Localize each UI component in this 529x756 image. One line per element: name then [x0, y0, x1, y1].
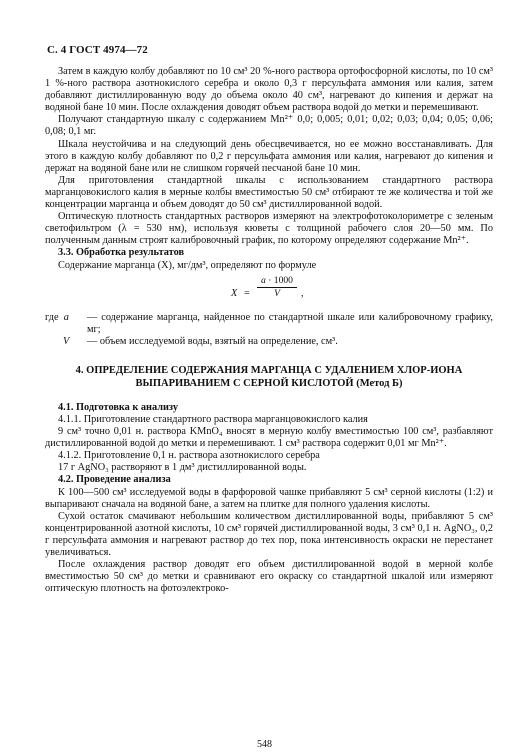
legend-symbol-a: a — [63, 311, 69, 323]
subsection-heading: 4.1. Подготовка к анализу — [58, 401, 179, 413]
paragraph: Для приготовления стандартной шкалы с использованием стандартного раствора марганцовокислого калия в мерные колбы вместимостью 50 см³ отбирают те же количества и той же концентрации марганца и объем доводят до 50 см³ дистиллированной водой. — [45, 174, 493, 211]
paragraph: Получают стандартную шкалу с содержанием Mn²⁺ 0,0; 0,005; 0,01; 0,02; 0,03; 0,04; 0,05; 0,06; 0,08; 0,1 мг. — [45, 114, 493, 138]
formula-legend — [45, 312, 493, 348]
paragraph: После охлаждения раствор доводят его объем дистиллированной водой в мерной колбе вместимостью 50 см³ до метки и сравнивают его окраску со стандартной шкалой или измеряют оптическую плотность на фотоэлектроко- — [45, 559, 493, 595]
legend-where: где — [45, 311, 59, 323]
formula-equals: = — [244, 287, 250, 299]
formula — [45, 274, 493, 308]
page-number: 548 — [257, 739, 272, 750]
subsection-heading: 3.3. Обработка результатов — [58, 247, 185, 259]
formula-num-var: a — [261, 274, 266, 286]
paragraph: 4.1.2. Приготовление 0,1 н. раствора азотнокислого серебра — [58, 450, 320, 462]
subsection-heading: 4.2. Проведение анализа — [58, 474, 171, 486]
legend-row-v — [45, 336, 493, 348]
paragraph: Затем в каждую колбу добавляют по 10 см³ 20 %-ного раствора ортофосфорной кислоты, по 10 см³ 1 %-ного раствора азотнокислого серебра и около 0,3 г персульфата аммония или калия, затем добавляют дистиллированную воду до объема около 40 см³, нагревают до кипения и держат на водяной бане 10 мин. После охлаждения доводят объем раствора водой до метки и перемешивают. — [45, 66, 493, 114]
formula-fraction — [257, 275, 297, 300]
legend-row-a — [45, 312, 493, 336]
paragraph: 4.1.1. Приготовление стандартного раствора марганцовокислого калия — [58, 413, 368, 425]
paragraph: Сухой остаток смачивают небольшим количеством дистиллированной воды, прибавляют 5 см³ концентрированной азотной кислоты, 10 см³ горячей дистиллированной воды, 3 см³ 0,1 н. AgNO₃, 0,2 г персульфата аммония и нагревают раствор до тех пор, пока интенсивность окраски не перестанет увеличиваться. — [45, 510, 493, 558]
legend-text-a: — содержание марганца, найденное по стандартной шкале или калибровочному графику, мг; — [87, 311, 493, 335]
running-header: С. 4 ГОСТ 4974—72 — [47, 44, 148, 56]
formula-lhs: X — [231, 287, 238, 299]
paragraph: Содержание марганца (X), мг/дм³, определяют по формуле — [58, 259, 317, 271]
section-heading: 4. ОПРЕДЕЛЕНИЕ СОДЕРЖАНИЯ МАРГАНЦА С УДАЛЕНИЕМ ХЛОР-ИОНА ВЫПАРИВАНИЕМ С СЕРНОЙ КИСЛОТОЙ (Метод Б) — [75, 364, 463, 389]
formula-tail: , — [301, 287, 304, 299]
formula-num-rest: · 1000 — [265, 274, 293, 286]
legend-text-v: — объем исследуемой воды, взятый на определение, см³. — [87, 335, 338, 347]
paragraph: 17 г AgNO₃ растворяют в 1 дм³ дистиллированной воды. — [58, 462, 307, 474]
formula-numerator — [257, 275, 297, 288]
paragraph: К 100—500 см³ исследуемой воды в фарфоровой чашке прибавляют 5 см³ серной кислоты (1:2) и выпаривают сначала на водяной бане, а затем на плитке для полного удаления кислоты. — [45, 486, 493, 510]
paragraph: 9 см³ точно 0,01 н. раствора KMnO₄ вносят в мерную колбу вместимостью 100 см³, разбавляют дистиллированной водой до метки и перемешивают. 1 см³ раствора содержит 0,01 мг Mn²⁺. — [45, 426, 493, 450]
legend-symbol-v: V — [63, 335, 70, 347]
formula-denominator: V — [274, 287, 280, 299]
paragraph: Оптическую плотность стандартных растворов измеряют на электрофотоколориметре с зеленым светофильтром (λ = 530 нм), используя кюветы с толщиной рабочего слоя 20—50 мм. По полученным данным строят калибровочный график, по которому определяют содержание Mn²⁺. — [45, 211, 493, 247]
paragraph: Шкала неустойчива и на следующий день обесцвечивается, но ее можно восстанавливать. Для этого в каждую колбу добавляют по 0,2 г персульфата аммония или калия, нагревают до кипения и держат на водяной бане или не слишком горячей песчаной бане 10 мин. — [45, 138, 493, 174]
page-body — [45, 66, 493, 595]
